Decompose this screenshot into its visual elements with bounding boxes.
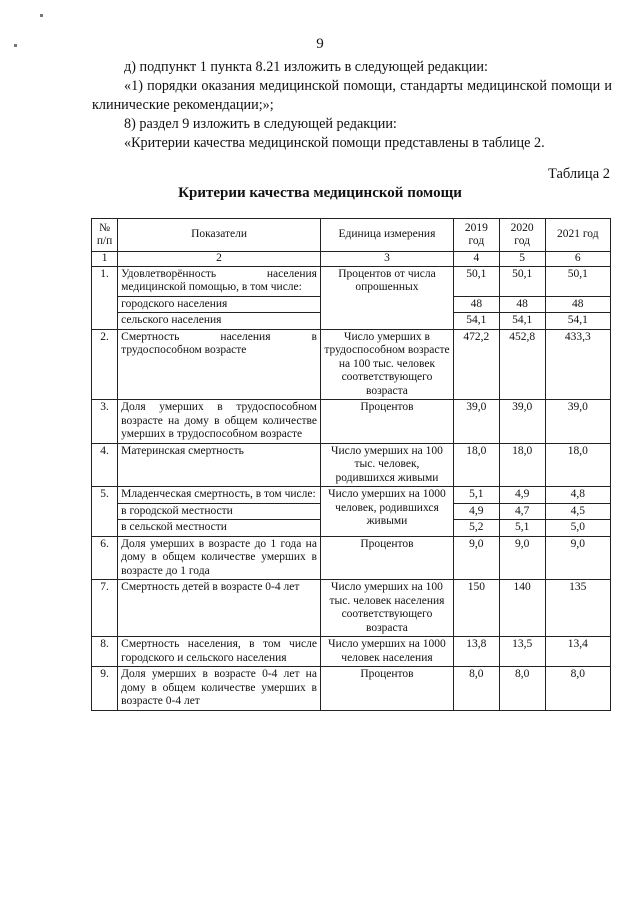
row-indicator: Младенческая смертность, в том числе: (118, 487, 321, 504)
row-number: 6. (92, 536, 118, 580)
value-2021: 39,0 (545, 400, 610, 444)
value-2021: 8,0 (545, 667, 610, 711)
paragraph-item-8: 8) раздел 9 изложить в следующей редакции: (124, 116, 397, 132)
subrow-value-2021: 48 (545, 296, 610, 313)
subrow-value-2019: 54,1 (453, 313, 499, 330)
value-2020: 9,0 (499, 536, 545, 580)
row-indicator: Материнская смертность (118, 443, 321, 487)
paragraph-criteria-intro: «Критерии качества медицинской помощи представлены в таблице 2. (124, 135, 545, 151)
row-unit: Процентов (320, 400, 453, 444)
index-cell: 1 (92, 252, 118, 267)
value-2019: 472,2 (453, 329, 499, 400)
value-2021: 135 (545, 580, 610, 637)
value-2020: 4,9 (499, 487, 545, 504)
table-header-row (92, 219, 611, 252)
value-2021: 4,8 (545, 487, 610, 504)
row-unit: Число умерших на 100 тыс. человек, родившихся живыми (320, 443, 453, 487)
header-unit: Единица измерения (320, 219, 453, 252)
header-indicator: Показатели (118, 219, 321, 252)
row-unit: Процентов от числа опрошенных (320, 266, 453, 329)
subrow-indicator: в городской местности (118, 503, 321, 520)
table-row (92, 536, 611, 580)
index-cell: 4 (453, 252, 499, 267)
value-2020: 13,5 (499, 637, 545, 667)
value-2020: 140 (499, 580, 545, 637)
value-2020: 18,0 (499, 443, 545, 487)
value-2020: 39,0 (499, 400, 545, 444)
table-row (92, 580, 611, 637)
row-number: 4. (92, 443, 118, 487)
subrow-value-2019: 48 (453, 296, 499, 313)
criteria-table (91, 218, 611, 711)
row-unit: Число умерших в трудоспособном возрасте на 100 тыс. человек соответствующего возраста (320, 329, 453, 400)
value-2021: 13,4 (545, 637, 610, 667)
value-2019: 50,1 (453, 266, 499, 296)
row-indicator: Смертность населения в трудоспособном возрасте (118, 329, 321, 400)
index-cell: 6 (545, 252, 610, 267)
value-2021: 433,3 (545, 329, 610, 400)
value-2020: 8,0 (499, 667, 545, 711)
row-unit: Число умерших на 1000 человек населения (320, 637, 453, 667)
table-row (92, 329, 611, 400)
value-2021: 50,1 (545, 266, 610, 296)
subrow-indicator: сельского населения (118, 313, 321, 330)
subrow-value-2021: 5,0 (545, 520, 610, 537)
row-unit: Процентов (320, 536, 453, 580)
subrow-indicator: городского населения (118, 296, 321, 313)
index-cell: 2 (118, 252, 321, 267)
row-number: 5. (92, 487, 118, 537)
row-indicator: Удовлетворённость населения медицинской помощью, в том числе: (118, 266, 321, 296)
subrow-value-2020: 54,1 (499, 313, 545, 330)
row-number: 8. (92, 637, 118, 667)
table-row (92, 400, 611, 444)
scan-mark-top (40, 14, 43, 17)
value-2019: 150 (453, 580, 499, 637)
value-2019: 39,0 (453, 400, 499, 444)
index-cell: 5 (499, 252, 545, 267)
value-2021: 18,0 (545, 443, 610, 487)
header-2019: 2019 год (453, 219, 499, 252)
value-2019: 18,0 (453, 443, 499, 487)
row-number: 1. (92, 266, 118, 329)
value-2019: 13,8 (453, 637, 499, 667)
value-2019: 5,1 (453, 487, 499, 504)
subrow-value-2020: 48 (499, 296, 545, 313)
value-2020: 452,8 (499, 329, 545, 400)
subrow-value-2020: 4,7 (499, 503, 545, 520)
table-label: Таблица 2 (547, 166, 610, 182)
subrow-value-2021: 54,1 (545, 313, 610, 330)
row-indicator: Доля умерших в возрасте 0-4 лет на дому в общем количестве умерших в возрасте 0-4 лет (118, 667, 321, 711)
value-2019: 8,0 (453, 667, 499, 711)
paragraph-quote-1: «1) порядки оказания медицинской помощи, стандарты медицинской помощи и клинические рекомендации;»; (92, 78, 612, 113)
header-num: № п/п (92, 219, 118, 252)
row-indicator: Доля умерших в трудоспособном возрасте на дому в общем количестве умерших в трудоспособном возрасте (118, 400, 321, 444)
row-unit: Число умерших на 1000 человек, родившихся живыми (320, 487, 453, 537)
value-2020: 50,1 (499, 266, 545, 296)
subrow-value-2019: 5,2 (453, 520, 499, 537)
header-2020: 2020 год (499, 219, 545, 252)
row-number: 9. (92, 667, 118, 711)
table-title: Критерии качества медицинской помощи (178, 185, 462, 201)
index-cell: 3 (320, 252, 453, 267)
subrow-value-2019: 4,9 (453, 503, 499, 520)
value-2019: 9,0 (453, 536, 499, 580)
table-row (92, 266, 611, 296)
table-row (92, 667, 611, 711)
row-number: 7. (92, 580, 118, 637)
row-unit: Процентов (320, 667, 453, 711)
value-2021: 9,0 (545, 536, 610, 580)
table-row (92, 637, 611, 667)
row-unit: Число умерших на 100 тыс. человек населения соответствующего возраста (320, 580, 453, 637)
row-number: 3. (92, 400, 118, 444)
row-indicator: Доля умерших в возрасте до 1 года на дому в общем количестве умерших в возрасте до 1 года (118, 536, 321, 580)
subrow-value-2021: 4,5 (545, 503, 610, 520)
table-index-row (92, 252, 611, 267)
table-body (92, 266, 611, 710)
page-number: 9 (316, 36, 324, 52)
row-number: 2. (92, 329, 118, 400)
table-row (92, 443, 611, 487)
header-2021: 2021 год (545, 219, 610, 252)
row-indicator: Смертность населения, в том числе городского и сельского населения (118, 637, 321, 667)
subrow-indicator: в сельской местности (118, 520, 321, 537)
row-indicator: Смертность детей в возрасте 0-4 лет (118, 580, 321, 637)
table-row (92, 487, 611, 504)
paragraph-subpoint-d: д) подпункт 1 пункта 8.21 изложить в следующей редакции: (124, 59, 488, 75)
subrow-value-2020: 5,1 (499, 520, 545, 537)
